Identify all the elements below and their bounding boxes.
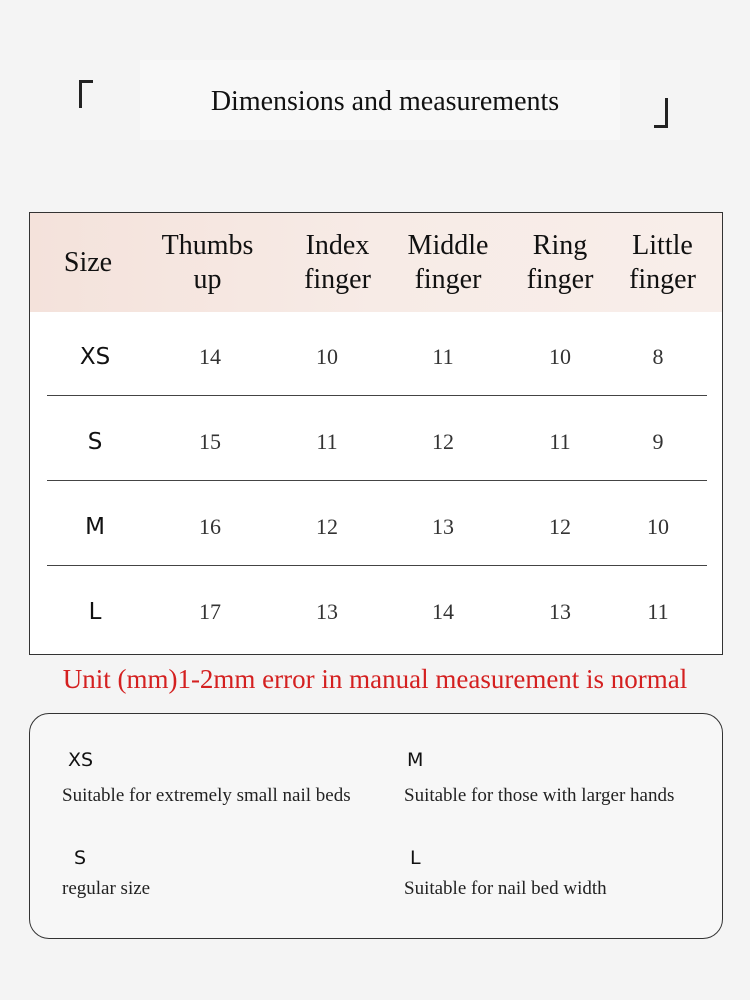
table-cell: 11 — [647, 598, 669, 624]
size-legend — [29, 713, 723, 939]
legend-size-xs: XS — [68, 749, 94, 771]
table-row — [30, 484, 722, 569]
column-header-ring: Ring finger — [526, 229, 594, 295]
measurement-note: Unit (mm)1-2mm error in manual measurement is normal — [62, 664, 688, 694]
table-cell: 10 — [549, 343, 571, 369]
legend-desc-m: Suitable for those with larger hands — [404, 785, 675, 806]
table-cell: 10 — [647, 513, 669, 539]
legend-size-s: S — [74, 847, 87, 869]
column-header-size: Size — [63, 246, 113, 278]
column-header-index: Index finger — [304, 229, 371, 295]
row-size-label: L — [88, 598, 102, 625]
table-cell: 16 — [199, 513, 221, 539]
table-cell: 11 — [432, 343, 454, 369]
table-row — [30, 399, 722, 484]
page-title: Dimensions and measurements — [210, 86, 560, 117]
table-cell: 11 — [316, 428, 338, 454]
table-cell: 13 — [549, 598, 571, 624]
table-row — [30, 569, 722, 654]
table-cell: 10 — [316, 343, 338, 369]
table-cell: 12 — [549, 513, 571, 539]
table-cell: 12 — [432, 428, 454, 454]
table-cell: 13 — [316, 598, 338, 624]
row-size-label: XS — [79, 343, 111, 370]
table-cell: 13 — [432, 513, 454, 539]
column-header-middle: Middle finger — [407, 229, 489, 295]
legend-desc-s: regular size — [62, 878, 151, 899]
row-divider — [47, 395, 707, 396]
table-row — [30, 314, 722, 399]
size-table — [29, 212, 723, 655]
legend-size-l: L — [410, 847, 421, 869]
legend-desc-l: Suitable for nail bed width — [404, 878, 607, 899]
table-cell: 14 — [432, 598, 454, 624]
table-cell: 17 — [199, 598, 221, 624]
column-header-thumb: Thumbs up — [161, 229, 254, 295]
legend-size-m: M — [407, 749, 424, 771]
legend-desc-xs: Suitable for extremely small nail beds — [62, 785, 351, 806]
table-cell: 14 — [199, 343, 221, 369]
row-divider — [47, 480, 707, 481]
table-cell: 15 — [199, 428, 221, 454]
column-header-little: Little finger — [629, 229, 696, 295]
table-cell: 9 — [652, 428, 664, 454]
row-divider — [47, 565, 707, 566]
row-size-label: M — [85, 513, 105, 540]
table-cell: 11 — [549, 428, 571, 454]
table-cell: 8 — [652, 343, 664, 369]
table-header — [30, 213, 722, 312]
table-cell: 12 — [316, 513, 338, 539]
row-size-label: S — [87, 428, 103, 455]
